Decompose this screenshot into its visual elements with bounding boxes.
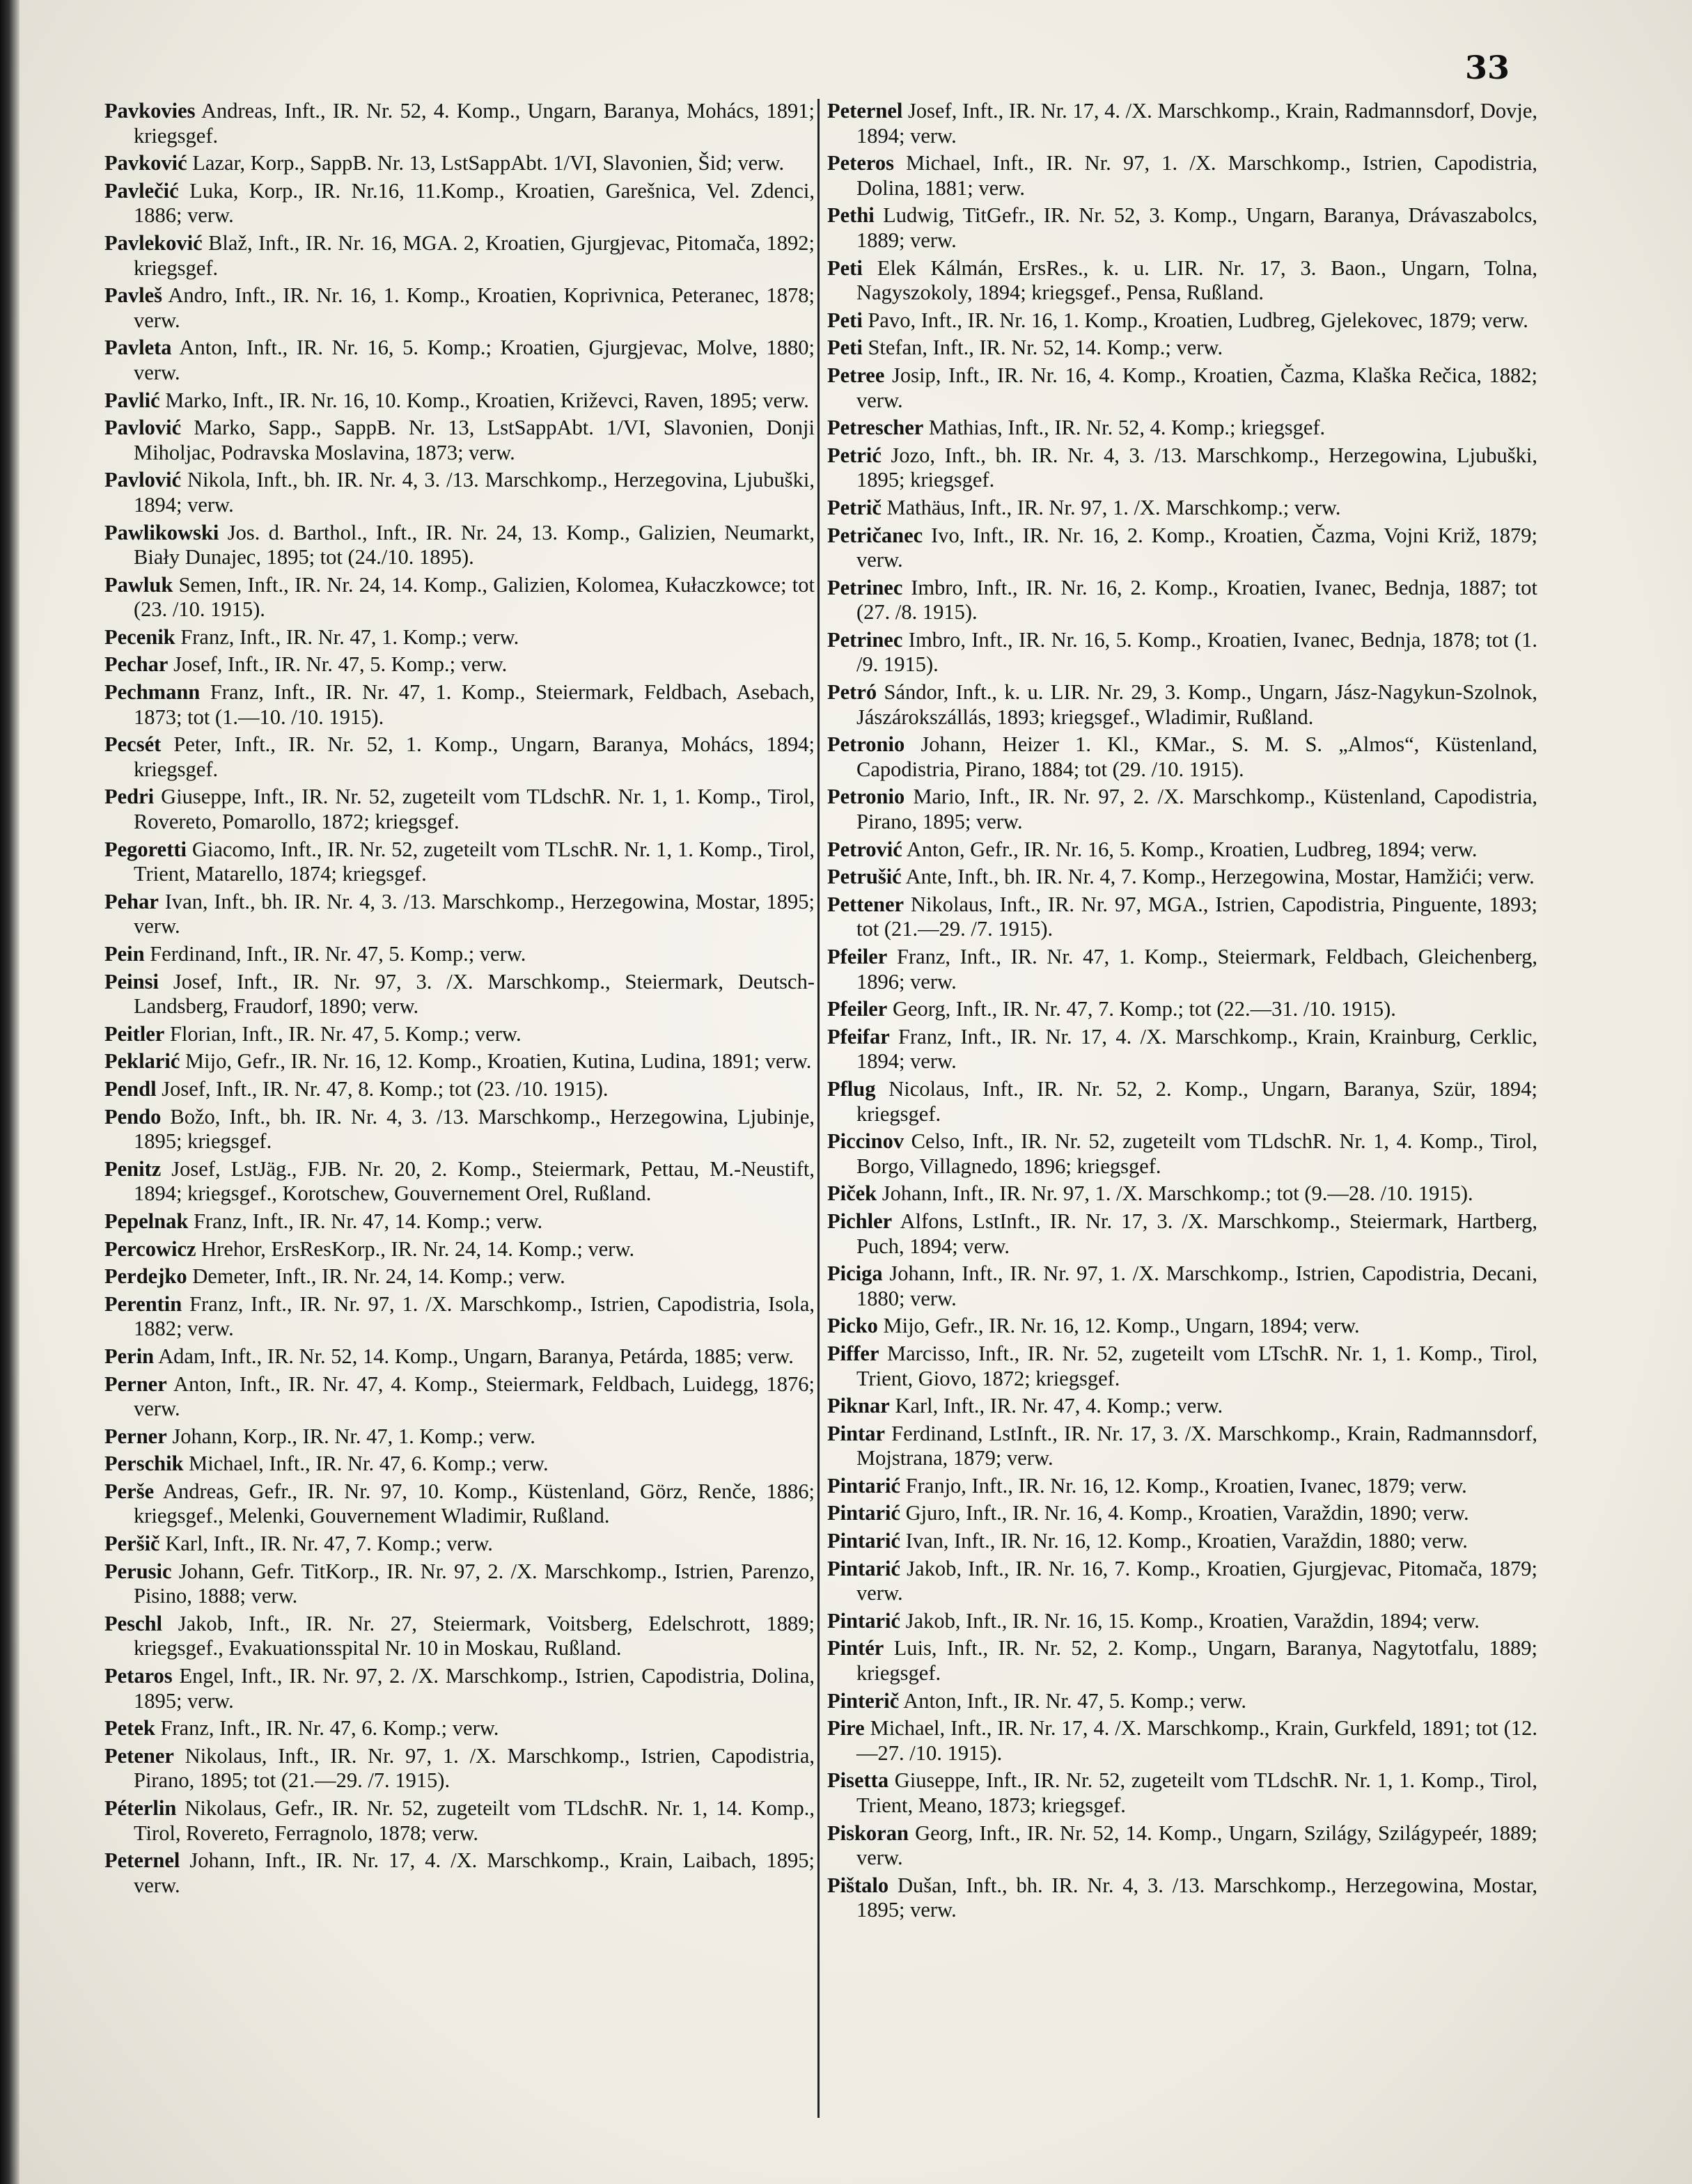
entry-details: Michael, Inft., IR. Nr. 97, 1. /X. Marschkomp., Istrien, Capodistria, Dolina, 1881; verw. [856, 151, 1537, 200]
list-entry [104, 1344, 815, 1369]
entry-surname: Pecenik [104, 624, 175, 649]
list-entry [104, 388, 815, 414]
entry-details: Johann, Gefr. TitKorp., IR. Nr. 97, 2. /X. Marschkomp., Istrien, Parenzo, Pisino, 1888; verw. [134, 1559, 815, 1608]
entry-surname: Picko [827, 1314, 878, 1338]
entry-details: Ferdinand, LstInft., IR. Nr. 17, 3. /X. Marschkomp., Krain, Radmannsdorf, Mojstrana, 1879; verw. [856, 1421, 1537, 1470]
entry-details: Nikolaus, Inft., IR. Nr. 97, 1. /X. Marschkomp., Istrien, Capodistria, Pirano, 1895; tot (21.—29. /7. 1915). [134, 1743, 815, 1793]
list-entry [827, 785, 1537, 834]
entry-surname: Pintarić [827, 1501, 901, 1525]
list-entry [827, 99, 1537, 148]
list-entry [104, 1372, 815, 1422]
list-entry [827, 945, 1537, 994]
entry-details: Mathias, Inft., IR. Nr. 52, 4. Komp.; kriegsgef. [923, 416, 1326, 440]
entry-details: Josef, Inft., IR. Nr. 97, 3. /X. Marschkomp., Steiermark, Deutsch-Landsberg, Fraudorf, 1890; verw. [134, 969, 815, 1019]
entry-surname: Petrinec [827, 627, 903, 652]
entry-details: Giuseppe, Inft., IR. Nr. 52, zugeteilt vom TLdschR. Nr. 1, 1. Komp., Tirol, Trient, Meano, 1873; kriegsgef. [856, 1768, 1537, 1817]
entry-surname: Pegoretti [104, 837, 187, 861]
entry-details: Anton, Inft., IR. Nr. 16, 5. Komp.; Kroatien, Gjurgjevac, Molve, 1880; verw. [134, 336, 815, 384]
entry-details: Anton, Gefr., IR. Nr. 16, 5. Komp., Kroatien, Ludbreg, 1894; verw. [902, 837, 1478, 861]
entry-surname: Pavleš [104, 283, 163, 308]
entry-surname: Petener [104, 1743, 174, 1768]
entry-details: Josip, Inft., IR. Nr. 16, 4. Komp., Kroatien, Čazma, Klaška Rečica, 1882; verw. [856, 363, 1537, 412]
entry-surname: Piskoran [827, 1821, 909, 1845]
entry-details: Hrehor, ErsResKorp., IR. Nr. 24, 14. Komp.; verw. [196, 1236, 635, 1261]
entry-details: Franz, Inft., IR. Nr. 47, 1. Komp., Steiermark, Feldbach, Asebach, 1873; tot (1.—10. /10. 1915). [134, 680, 815, 729]
entry-details: Andreas, Gefr., IR. Nr. 97, 10. Komp., Küstenland, Görz, Renče, 1886; kriegsgef., Melenki, Gouvernement Wladimir, Rußland. [134, 1479, 815, 1528]
list-entry [827, 628, 1537, 677]
entry-details: Dušan, Inft., bh. IR. Nr. 4, 3. /13. Marschkomp., Herzegowina, Mostar, 1895; verw. [856, 1873, 1537, 1922]
list-entry [827, 1181, 1537, 1207]
list-entry [827, 1129, 1537, 1179]
entry-surname: Pintar [827, 1421, 886, 1445]
entry-surname: Peternel [104, 1848, 180, 1873]
entry-details: Adam, Inft., IR. Nr. 52, 14. Komp., Ungarn, Baranya, Petárda, 1885; verw. [154, 1344, 794, 1368]
list-entry [104, 336, 815, 385]
entry-details: Anton, Inft., IR. Nr. 47, 5. Komp.; verw. [899, 1688, 1247, 1713]
right-column [827, 99, 1537, 1926]
entry-details: Božo, Inft., bh. IR. Nr. 4, 3. /13. Marschkomp., Herzegowina, Ljubinje, 1895; kriegsgef. [134, 1104, 815, 1154]
entry-details: Andro, Inft., IR. Nr. 16, 1. Komp., Kroatien, Koprivnica, Peteranec, 1878; verw. [134, 283, 815, 332]
list-entry [104, 1664, 815, 1713]
entry-details: Ivan, Inft., IR. Nr. 16, 12. Komp., Kroatien, Varaždin, 1880; verw. [900, 1529, 1468, 1553]
entry-details: Mathäus, Inft., IR. Nr. 97, 1. /X. Marschkomp.; verw. [881, 495, 1341, 519]
entry-surname: Pfeiler [827, 945, 888, 968]
entry-surname: Pavković [104, 151, 187, 175]
entry-details: Franz, Inft., IR. Nr. 47, 6. Komp.; verw. [155, 1716, 499, 1741]
list-entry [827, 732, 1537, 782]
list-entry [827, 1529, 1537, 1554]
entry-details: Franjo, Inft., IR. Nr. 16, 12. Komp., Kroatien, Ivanec, 1879; verw. [900, 1473, 1467, 1498]
list-entry [104, 1209, 815, 1234]
entry-surname: Pavkovies [104, 99, 196, 123]
entry-surname: Petrović [827, 837, 902, 861]
list-entry [104, 1479, 815, 1529]
entry-surname: Peitler [104, 1021, 165, 1046]
entry-surname: Pettener [827, 892, 904, 916]
entry-surname: Pechmann [104, 680, 201, 705]
entry-surname: Petrič [827, 495, 882, 519]
entry-surname: Petronio [827, 785, 905, 809]
entry-details: Jakob, Inft., IR. Nr. 16, 7. Komp., Kroatien, Gjurgjevac, Pitomača, 1879; verw. [856, 1556, 1537, 1605]
entry-surname: Perše [104, 1479, 155, 1503]
entry-details: Alfons, LstInft., IR. Nr. 17, 3. /X. Marschkomp., Steiermark, Hartberg, Puch, 1894; verw. [856, 1209, 1537, 1258]
list-entry [104, 680, 815, 730]
entry-surname: Peklarić [104, 1049, 180, 1074]
entry-surname: Peinsi [104, 969, 159, 993]
list-entry [827, 1077, 1537, 1126]
entry-surname: Pintarić [827, 1556, 901, 1580]
list-entry [104, 1077, 815, 1102]
entry-surname: Percowicz [104, 1236, 196, 1261]
list-entry [827, 1422, 1537, 1471]
entry-details: Josef, Inft., IR. Nr. 17, 4. /X. Marschkomp., Krain, Radmannsdorf, Dovje, 1894; verw. [856, 99, 1537, 148]
entry-surname: Pintér [827, 1636, 884, 1660]
entry-surname: Pavleta [104, 336, 172, 360]
entry-surname: Pawluk [104, 572, 173, 597]
entry-details: Luka, Korp., IR. Nr.16, 11.Komp., Kroatien, Garešnica, Vel. Zdenci, 1886; verw. [134, 178, 815, 228]
entry-surname: Pavlović [104, 416, 182, 440]
entry-details: Andreas, Inft., IR. Nr. 52, 4. Komp., Ungarn, Baranya, Mohács, 1891; kriegsgef. [134, 99, 815, 148]
entry-details: Peter, Inft., IR. Nr. 52, 1. Komp., Ungarn, Baranya, Mohács, 1894; kriegsgef. [134, 732, 815, 781]
entry-details: Giuseppe, Inft., IR. Nr. 52, zugeteilt vom TLdschR. Nr. 1, 1. Komp., Tirol, Rovereto, Pomarollo, 1872; kriegsgef. [134, 785, 815, 834]
list-entry [827, 1342, 1537, 1391]
entry-details: Johann, Korp., IR. Nr. 47, 1. Komp.; verw. [166, 1424, 535, 1448]
entry-surname: Pflug [827, 1076, 876, 1101]
entry-details: Ante, Inft., bh. IR. Nr. 4, 7. Komp., Herzegowina, Mostar, Hamžići; verw. [901, 865, 1535, 889]
list-entry [104, 1264, 815, 1289]
entry-details: Franz, Inft., IR. Nr. 17, 4. /X. Marschkomp., Krain, Krainburg, Cerklic, 1894; verw. [856, 1024, 1537, 1074]
list-entry [104, 1157, 815, 1207]
list-entry [827, 308, 1537, 333]
entry-surname: Pisetta [827, 1768, 889, 1793]
entry-surname: Pintarić [827, 1529, 901, 1553]
entry-details: Imbro, Inft., IR. Nr. 16, 5. Komp., Kroatien, Ivanec, Bednja, 1878; tot (1. /9. 1915). [856, 627, 1537, 677]
entry-details: Karl, Inft., IR. Nr. 47, 4. Komp.; verw. [889, 1394, 1223, 1418]
entry-details: Celso, Inft., IR. Nr. 52, zugeteilt vom TLdschR. Nr. 1, 4. Komp., Tirol, Borgo, Villagnedo, 1896; kriegsgef. [856, 1129, 1537, 1178]
entry-surname: Pavleković [104, 230, 203, 255]
entry-surname: Perentin [104, 1291, 182, 1316]
entry-details: Nikolaus, Gefr., IR. Nr. 52, zugeteilt vom TLdschR. Nr. 1, 14. Komp., Tirol, Rovereto, Ferragnolo, 1878; verw. [134, 1796, 815, 1845]
entry-surname: Pedri [104, 785, 155, 809]
entry-surname: Peti [827, 256, 863, 280]
entry-surname: Petek [104, 1716, 155, 1741]
entry-details: Josef, LstJäg., FJB. Nr. 20, 2. Komp., Steiermark, Pettau, M.-Neustift, 1894; kriegsgef., Korotschew, Gouvernement Orel, Rußland. [134, 1156, 815, 1206]
entry-details: Marko, Inft., IR. Nr. 16, 10. Komp., Kroatien, Križevci, Raven, 1895; verw. [159, 388, 809, 412]
entry-surname: Perschik [104, 1452, 184, 1476]
entry-details: Josef, Inft., IR. Nr. 47, 8. Komp.; tot (23. /10. 1915). [156, 1076, 609, 1101]
list-entry [827, 1873, 1537, 1923]
entry-details: Jakob, Inft., IR. Nr. 27, Steiermark, Voitsberg, Edelschrott, 1889; kriegsgef., Evakuationsspital Nr. 10 in Moskau, Rußland. [134, 1611, 815, 1660]
list-entry [104, 283, 815, 333]
entry-details: Mijo, Gefr., IR. Nr. 16, 12. Komp., Ungarn, 1894; verw. [877, 1314, 1360, 1338]
list-entry [104, 785, 815, 834]
list-entry [827, 363, 1537, 413]
list-entry [827, 416, 1537, 441]
entry-details: Mario, Inft., IR. Nr. 97, 2. /X. Marschkomp., Küstenland, Capodistria, Pirano, 1895; verw. [856, 785, 1537, 834]
entry-details: Josef, Inft., IR. Nr. 47, 5. Komp.; verw. [168, 652, 508, 677]
list-entry [827, 1501, 1537, 1526]
entry-surname: Piccinov [827, 1129, 904, 1154]
entry-surname: Petrinec [827, 575, 903, 599]
entry-details: Franz, Inft., IR. Nr. 47, 1. Komp.; verw. [175, 624, 519, 649]
list-entry [827, 151, 1537, 201]
left-column [104, 99, 815, 1901]
entry-surname: Piček [827, 1181, 877, 1206]
list-entry [104, 1292, 815, 1342]
page-number: 33 [1464, 49, 1510, 86]
entry-details: Johann, Inft., IR. Nr. 97, 1. /X. Marschkomp.; tot (9.—28. /10. 1915). [877, 1181, 1473, 1206]
entry-details: Michael, Inft., IR. Nr. 17, 4. /X. Marschkomp., Krain, Gurkfeld, 1891; tot (12.—27. /10. 1915). [856, 1716, 1537, 1765]
entry-surname: Petrescher [827, 416, 924, 440]
entry-details: Luis, Inft., IR. Nr. 52, 2. Komp., Ungarn, Baranya, Nagytotfalu, 1889; kriegsgef. [856, 1636, 1537, 1686]
list-entry [104, 231, 815, 281]
entry-surname: Penitz [104, 1156, 162, 1181]
entry-details: Nicolaus, Inft., IR. Nr. 52, 2. Komp., Ungarn, Baranya, Szür, 1894; kriegsgef. [856, 1076, 1537, 1126]
list-entry [827, 893, 1537, 942]
entry-surname: Pecsét [104, 732, 162, 757]
entry-surname: Piciga [827, 1262, 883, 1286]
entry-details: Pavo, Inft., IR. Nr. 16, 1. Komp., Kroatien, Ludbreg, Gjelekovec, 1879; verw. [862, 308, 1528, 332]
entry-surname: Pechar [104, 652, 169, 677]
list-entry [827, 524, 1537, 573]
list-entry [104, 1560, 815, 1609]
entry-details: Gjuro, Inft., IR. Nr. 16, 4. Komp., Kroatien, Varaždin, 1890; verw. [900, 1501, 1469, 1525]
list-entry [104, 1532, 815, 1557]
entry-surname: Pfeifar [827, 1024, 890, 1048]
list-entry [827, 336, 1537, 361]
list-entry [104, 890, 815, 939]
list-entry [104, 1612, 815, 1661]
list-entry [104, 1049, 815, 1074]
entry-surname: Peschl [104, 1611, 163, 1635]
entry-surname: Petró [827, 680, 877, 705]
entry-surname: Piffer [827, 1341, 879, 1365]
entry-surname: Pethi [827, 203, 875, 228]
list-entry [104, 1022, 815, 1047]
entry-surname: Perner [104, 1372, 167, 1396]
entry-surname: Pire [827, 1716, 865, 1741]
list-entry [827, 203, 1537, 253]
list-entry [827, 1821, 1537, 1871]
entry-details: Mijo, Gefr., IR. Nr. 16, 12. Komp., Kroatien, Kutina, Ludina, 1891; verw. [180, 1049, 812, 1074]
list-entry [104, 468, 815, 517]
entry-surname: Petrić [827, 443, 882, 467]
entry-details: Johann, Inft., IR. Nr. 17, 4. /X. Marschkomp., Krain, Laibach, 1895; verw. [134, 1848, 815, 1897]
entry-details: Ivan, Inft., bh. IR. Nr. 4, 3. /13. Marschkomp., Herzegowina, Mostar, 1895; verw. [134, 889, 815, 938]
list-entry [104, 416, 815, 465]
entry-details: Georg, Inft., IR. Nr. 52, 14. Komp., Ungarn, Szilágy, Szilágypeér, 1889; verw. [856, 1821, 1537, 1870]
entry-surname: Peršič [104, 1532, 160, 1556]
entry-surname: Pepelnak [104, 1209, 189, 1233]
list-entry [104, 151, 815, 176]
binding-edge [0, 0, 19, 2184]
list-entry [827, 1025, 1537, 1074]
list-entry [827, 1609, 1537, 1634]
entry-surname: Pinterič [827, 1688, 900, 1713]
list-entry [827, 1209, 1537, 1259]
list-entry [827, 865, 1537, 890]
entry-details: Blaž, Inft., IR. Nr. 16, MGA. 2, Kroatien, Gjurgjevac, Pitomača, 1892; kriegsgef. [134, 230, 815, 280]
list-entry [104, 1744, 815, 1793]
list-entry [104, 625, 815, 650]
list-entry [827, 1768, 1537, 1818]
list-entry [104, 1716, 815, 1741]
list-entry [104, 99, 815, 148]
entry-surname: Perusic [104, 1559, 172, 1583]
entry-details: Elek Kálmán, ErsRes., k. u. LIR. Nr. 17, 3. Baon., Ungarn, Tolna, Nagyszokoly, 1894; kriegsgef., Pensa, Rußland. [856, 256, 1537, 305]
list-entry [827, 680, 1537, 730]
entry-details: Ludwig, TitGefr., IR. Nr. 52, 3. Komp., Ungarn, Baranya, Drávaszabolcs, 1889; verw. [856, 203, 1537, 252]
list-entry [104, 1848, 815, 1898]
entry-surname: Pavlić [104, 388, 160, 412]
entry-details: Karl, Inft., IR. Nr. 47, 7. Komp.; verw. [159, 1532, 493, 1556]
entry-details: Jakob, Inft., IR. Nr. 16, 15. Komp., Kroatien, Varaždin, 1894; verw. [900, 1608, 1480, 1633]
entry-details: Johann, Inft., IR. Nr. 97, 1. /X. Marschkomp., Istrien, Capodistria, Decani, 1880; verw. [856, 1262, 1537, 1310]
list-entry [104, 1796, 815, 1846]
list-entry [827, 1689, 1537, 1714]
list-entry [104, 1424, 815, 1450]
entry-details: Lazar, Korp., SappB. Nr. 13, LstSappAbt. 1/VI, Slavonien, Šid; verw. [187, 151, 785, 175]
list-entry [104, 838, 815, 887]
list-entry [827, 1262, 1537, 1311]
list-entry [104, 1452, 815, 1477]
entry-surname: Péterlin [104, 1796, 177, 1820]
entry-surname: Pawlikowski [104, 520, 219, 544]
entry-surname: Petronio [827, 732, 905, 757]
entry-surname: Piknar [827, 1394, 890, 1418]
list-entry [104, 942, 815, 967]
entry-details: Nikola, Inft., bh. IR. Nr. 4, 3. /13. Marschkomp., Herzegovina, Ljubuški, 1894; verw. [134, 468, 815, 517]
entry-details: Marko, Sapp., SappB. Nr. 13, LstSappAbt. 1/VI, Slavonien, Donji Miholjac, Podravska Moslavina, 1873; verw. [134, 416, 815, 464]
entry-surname: Pichler [827, 1209, 893, 1233]
entry-surname: Perner [104, 1424, 167, 1448]
entry-details: Marcisso, Inft., IR. Nr. 52, zugeteilt vom LTschR. Nr. 1, 1. Komp., Tirol, Trient, Giovo, 1872; kriegsgef. [856, 1341, 1537, 1390]
list-entry [104, 573, 815, 622]
entry-details: Franz, Inft., IR. Nr. 47, 14. Komp.; verw. [188, 1209, 543, 1233]
entry-surname: Pehar [104, 889, 159, 913]
entry-details: Michael, Inft., IR. Nr. 47, 6. Komp.; verw. [183, 1452, 549, 1476]
entry-details: Ferdinand, Inft., IR. Nr. 47, 5. Komp.; verw. [144, 942, 526, 966]
entry-details: Anton, Inft., IR. Nr. 47, 4. Komp., Steiermark, Feldbach, Luidegg, 1876; verw. [134, 1372, 815, 1421]
list-entry [104, 732, 815, 782]
entry-surname: Perin [104, 1344, 155, 1368]
entry-surname: Petaros [104, 1664, 173, 1688]
list-entry [827, 443, 1537, 493]
list-entry [827, 1314, 1537, 1339]
entry-details: Johann, Heizer 1. Kl., KMar., S. M. S. „Almos“, Küstenland, Capodistria, Pirano, 1884; tot (29. /10. 1915). [856, 732, 1537, 781]
list-entry [827, 496, 1537, 521]
entry-details: Franz, Inft., IR. Nr. 47, 1. Komp., Steiermark, Feldbach, Gleichenberg, 1896; verw. [856, 945, 1537, 993]
entry-details: Semen, Inft., IR. Nr. 24, 14. Komp., Galizien, Kolomea, Kułaczkowce; tot (23. /10. 1915). [134, 572, 815, 622]
entry-surname: Pfeiler [827, 997, 888, 1021]
list-entry [104, 179, 815, 228]
entry-surname: Perdejko [104, 1264, 187, 1289]
entry-surname: Pendo [104, 1104, 162, 1129]
entry-details: Stefan, Inft., IR. Nr. 52, 14. Komp.; verw. [862, 336, 1223, 360]
entry-details: Jos. d. Barthol., Inft., IR. Nr. 24, 13. Komp., Galizien, Neumarkt, Biały Dunajec, 1895; tot (24./10. 1895). [134, 520, 815, 569]
entry-surname: Peti [827, 308, 863, 332]
entry-details: Nikolaus, Inft., IR. Nr. 97, MGA., Istrien, Capodistria, Pinguente, 1893; tot (21.—29. /7. 1915). [856, 892, 1537, 941]
list-entry [104, 1105, 815, 1154]
column-divider [817, 99, 820, 2118]
entry-surname: Pendl [104, 1076, 157, 1101]
list-entry [827, 1394, 1537, 1419]
list-entry [827, 997, 1537, 1022]
entry-details: Ivo, Inft., IR. Nr. 16, 2. Komp., Kroatien, Čazma, Vojni Križ, 1879; verw. [856, 523, 1537, 572]
list-entry [827, 838, 1537, 863]
list-entry [827, 1474, 1537, 1499]
entry-surname: Peternel [827, 99, 903, 123]
entry-surname: Pintarić [827, 1608, 901, 1633]
entry-surname: Pintarić [827, 1473, 901, 1498]
list-entry [104, 1237, 815, 1262]
list-entry [827, 256, 1537, 306]
entry-details: Engel, Inft., IR. Nr. 97, 2. /X. Marschkomp., Istrien, Capodistria, Dolina, 1895; verw. [134, 1664, 815, 1713]
entry-surname: Petrušić [827, 865, 902, 889]
entry-surname: Pein [104, 942, 145, 966]
list-entry [827, 1716, 1537, 1766]
list-entry [827, 1636, 1537, 1686]
entry-details: Georg, Inft., IR. Nr. 47, 7. Komp.; tot (22.—31. /10. 1915). [887, 997, 1396, 1021]
list-entry [104, 521, 815, 570]
list-entry [827, 576, 1537, 625]
list-entry [104, 970, 815, 1019]
entry-surname: Peteros [827, 151, 894, 175]
entry-details: Franz, Inft., IR. Nr. 97, 1. /X. Marschkomp., Istrien, Capodistria, Isola, 1882; verw. [134, 1291, 815, 1341]
entry-details: Imbro, Inft., IR. Nr. 16, 2. Komp., Kroatien, Ivanec, Bednja, 1887; tot (27. /8. 1915). [856, 575, 1537, 624]
entry-details: Florian, Inft., IR. Nr. 47, 5. Komp.; verw. [164, 1021, 522, 1046]
entry-surname: Peti [827, 336, 863, 360]
list-entry [104, 652, 815, 677]
list-entry [827, 1557, 1537, 1606]
entry-surname: Pavlović [104, 468, 182, 492]
entry-details: Giacomo, Inft., IR. Nr. 52, zugeteilt vom TLschR. Nr. 1, 1. Komp., Tirol, Trient, Matarello, 1874; kriegsgef. [134, 837, 815, 886]
entry-details: Demeter, Inft., IR. Nr. 24, 14. Komp.; verw. [187, 1264, 565, 1289]
entry-details: Sándor, Inft., k. u. LIR. Nr. 29, 3. Komp., Ungarn, Jász-Nagykun-Szolnok, Jászárokszállás, 1893; kriegsgef., Wladimir, Rußland. [856, 680, 1537, 729]
entry-surname: Petričanec [827, 523, 923, 547]
entry-surname: Petree [827, 363, 885, 387]
entry-surname: Pištalo [827, 1873, 889, 1897]
entry-surname: Pavlečić [104, 178, 179, 203]
entry-details: Jozo, Inft., bh. IR. Nr. 4, 3. /13. Marschkomp., Herzegowina, Ljubuški, 1895; kriegsgef. [856, 443, 1537, 492]
